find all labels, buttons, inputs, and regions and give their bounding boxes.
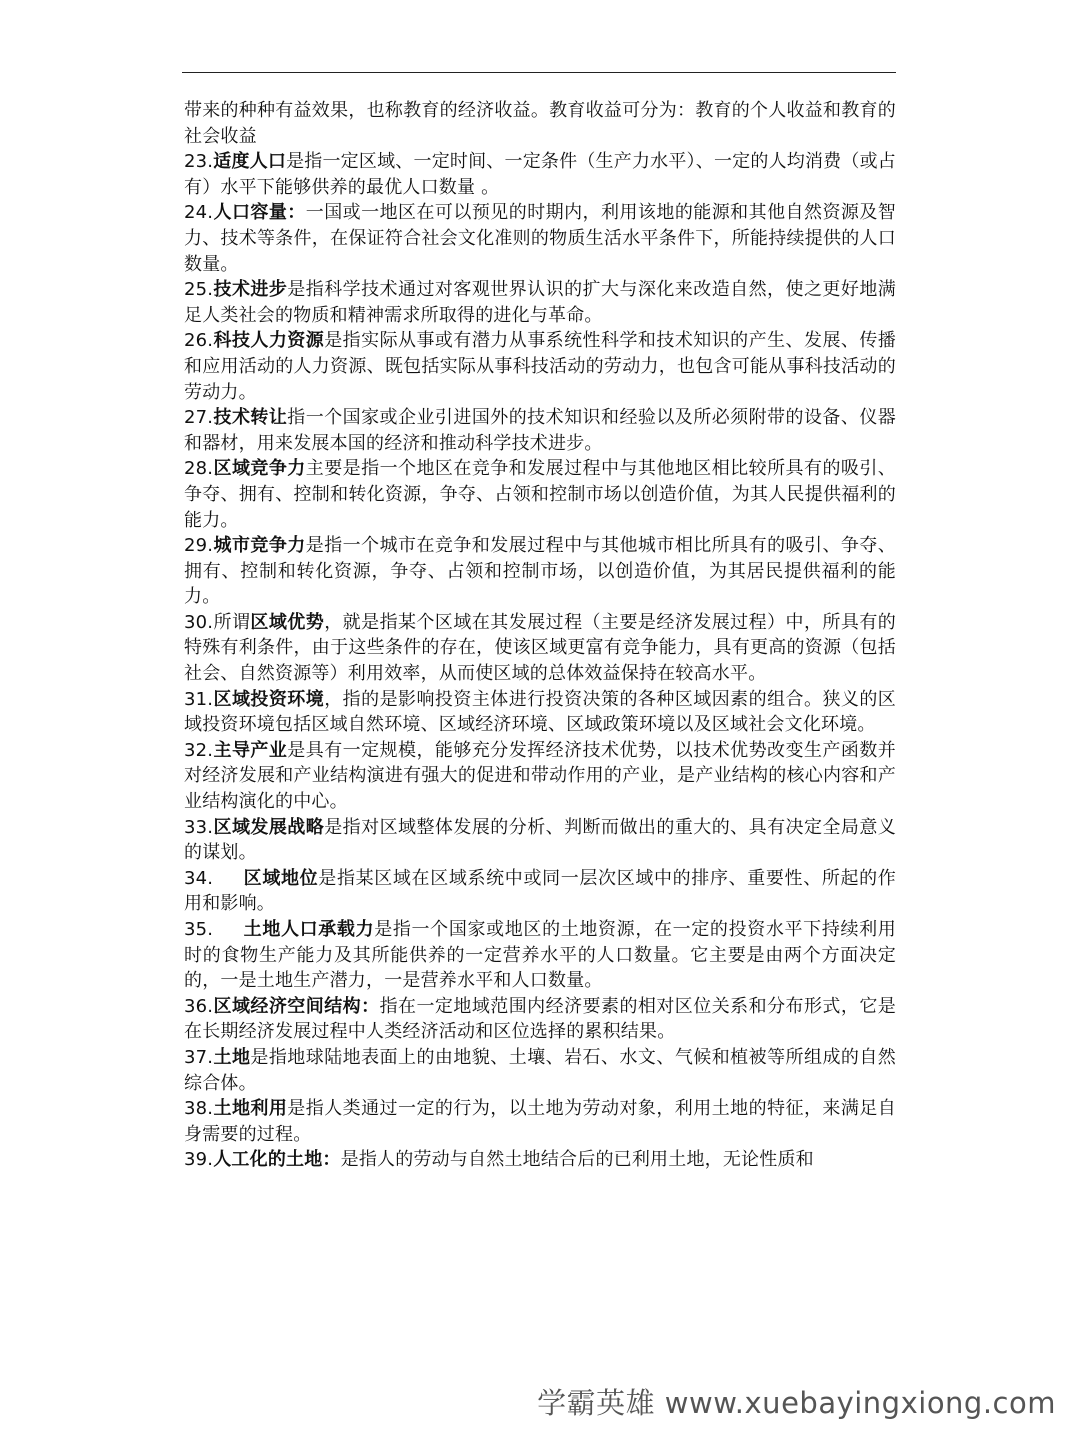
entry-number: 29. xyxy=(184,535,214,557)
entry-24 xyxy=(184,200,896,277)
entry-text: 是指一个国家或地区的土地资源，在一定的投资水平下持续利用时的食物生产能力及其所能供养的一定营养水平的人口数量。它主要是由两个方面决定的，一是土地生产潜力，一是营养水平和人口数量。 xyxy=(184,919,896,992)
entry-32 xyxy=(184,738,896,815)
entry-33 xyxy=(184,815,896,866)
entry-29 xyxy=(184,533,896,610)
entry-number: 39. xyxy=(184,1149,214,1171)
entry-term: 土地利用 xyxy=(213,1098,288,1120)
entry-number: 24. xyxy=(184,202,214,224)
entry-term: 人工化的土地： xyxy=(213,1149,341,1171)
entry-38 xyxy=(184,1096,896,1147)
entry-number: 26. xyxy=(184,330,214,352)
entry-text: 主要是指一个地区在竞争和发展过程中与其他地区相比较所具有的吸引、争夺、拥有、控制和转化资源，争夺、占领和控制市场以创造价值，为其人民提供福利的能力。 xyxy=(184,458,897,531)
entry-number: 27. xyxy=(184,407,214,429)
entry-25 xyxy=(184,277,896,328)
entry-26 xyxy=(184,328,896,405)
entry-term: 人口容量： xyxy=(213,202,306,224)
entry-term: 主导产业 xyxy=(213,739,288,761)
entry-text: 是指人的劳动与自然土地结合后的已利用土地，无论性质和 xyxy=(340,1149,814,1171)
entry-28 xyxy=(184,456,896,533)
entry-number: 34. xyxy=(184,867,214,889)
entry-30 xyxy=(184,610,896,687)
entry-text: 是指地球陆地表面上的由地貌、土壤、岩石、水文、气候和植被等所组成的自然综合体。 xyxy=(184,1046,897,1094)
entry-34 xyxy=(184,866,896,917)
entry-text: 是指一个城市在竞争和发展过程中与其他城市相比所具有的吸引、争夺、拥有、控制和转化资源，争夺、占领和控制市场，以创造价值，为其居民提供福利的能力。 xyxy=(184,535,897,608)
entry-text: 是指对区域整体发展的分析、判断而做出的重大的、具有决定全局意义的谋划。 xyxy=(184,816,897,864)
entry-number: 35. xyxy=(184,919,214,940)
entry-37 xyxy=(184,1045,896,1096)
entry-term: 区域发展战略 xyxy=(213,816,325,838)
entry-text: ，就是指某个区域在其发展过程（主要是经济发展过程）中，所具有的特殊有利条件，由于这些条件的存在，使该区域更富有竞争能力，具有更高的资源（包括社会、自然资源等）利用效率，从而使区域的总体效益保持在较高水平。 xyxy=(184,611,896,685)
entry-text: 是指人类通过一定的行为，以土地为劳动对象，利用土地的特征，来满足自身需要的过程。 xyxy=(184,1098,896,1145)
entry-text: 是具有一定规模，能够充分发挥经济技术优势，以技术优势改变生产函数并对经济发展和产业结构演进有强大的促进和带动作用的产业，是产业结构的核心内容和产业结构演化的中心。 xyxy=(184,739,896,813)
entry-term: 城市竞争力 xyxy=(213,535,306,557)
entry-term: 区域竞争力 xyxy=(213,458,306,480)
entry-number: 30. xyxy=(184,611,214,633)
entry-number: 38. xyxy=(184,1098,214,1120)
entry-text: 指在一定地域范围内经济要素的相对区位关系和分布形式，它是在长期经济发展过程中人类经济活动和区位选择的累积结果。 xyxy=(184,995,896,1043)
entry-term: 适度人口 xyxy=(213,151,287,173)
entry-text: 是指一定区域、一定时间、一定条件（生产力水平）、一定的人均消费（或占有）水平下能够供养的最优人口数量 。 xyxy=(184,151,896,198)
entry-number: 31. xyxy=(184,688,214,710)
entry-number: 23. xyxy=(184,151,214,173)
entry-31 xyxy=(184,687,896,738)
entry-text: 是指实际从事或有潜力从事系统性科学和技术知识的产生、发展、传播和应用活动的人力资源、既包括实际从事科技活动的劳动力，也包含可能从事科技活动的劳动力。 xyxy=(184,330,897,403)
entry-text: 是指科学技术通过对客观世界认识的扩大与深化来改造自然，使之更好地满足人类社会的物质和精神需求所取得的进化与革命。 xyxy=(184,279,896,326)
entry-term: 土地人口承载力 xyxy=(243,919,375,940)
entry-number: 25. xyxy=(184,279,214,301)
entry-term: 区域经济空间结构： xyxy=(213,995,380,1017)
entry-text: 指一个国家或企业引进国外的技术知识和经验以及所必须附带的设备、仪器和器材，用来发展本国的经济和推动科学技术进步。 xyxy=(184,407,896,454)
entry-number: 36. xyxy=(184,995,214,1017)
entry-text: 是指某区域在区域系统中或同一层次区域中的排序、重要性、所起的作用和影响。 xyxy=(184,867,896,915)
entry-term: 科技人力资源 xyxy=(213,330,325,352)
entry-number: 33. xyxy=(184,816,214,838)
entry-35 xyxy=(184,917,896,994)
entry-23 xyxy=(184,149,896,200)
entry-prefix: 所谓 xyxy=(213,611,251,633)
entry-text: 一国或一地区在可以预见的时期内，利用该地的能源和其他自然资源及智力、技术等条件，在保证符合社会文化准则的物质生活水平条件下，所能持续提供的人口数量。 xyxy=(184,202,897,275)
entry-text: ，指的是影响投资主体进行投资决策的各种区域因素的组合。狭义的区域投资环境包括区域自然环境、区域经济环境、区域政策环境以及区域社会文化环境。 xyxy=(184,688,897,736)
entry-36 xyxy=(184,994,896,1045)
entry-term: 技术转让 xyxy=(213,407,288,429)
entry-39 xyxy=(184,1147,896,1173)
site-watermark: 学霸英雄 www.xuebayingxiong.com xyxy=(537,1386,1056,1420)
entry-term: 技术进步 xyxy=(213,279,288,301)
entry-number: 32. xyxy=(184,739,214,761)
entry-term: 区域投资环境 xyxy=(213,688,325,710)
entry-number: 37. xyxy=(184,1046,214,1068)
entry-number: 28. xyxy=(184,458,214,480)
entry-term: 土地 xyxy=(213,1046,251,1068)
entry-term: 区域地位 xyxy=(243,867,319,889)
document-body xyxy=(184,98,896,1173)
intro-paragraph: 带来的种种有益效果，也称教育的经济收益。教育收益可分为：教育的个人收益和教育的社会收益 xyxy=(184,100,896,147)
entry-27 xyxy=(184,405,896,456)
entry-term: 区域优势 xyxy=(250,611,325,633)
header-rule xyxy=(182,72,896,73)
